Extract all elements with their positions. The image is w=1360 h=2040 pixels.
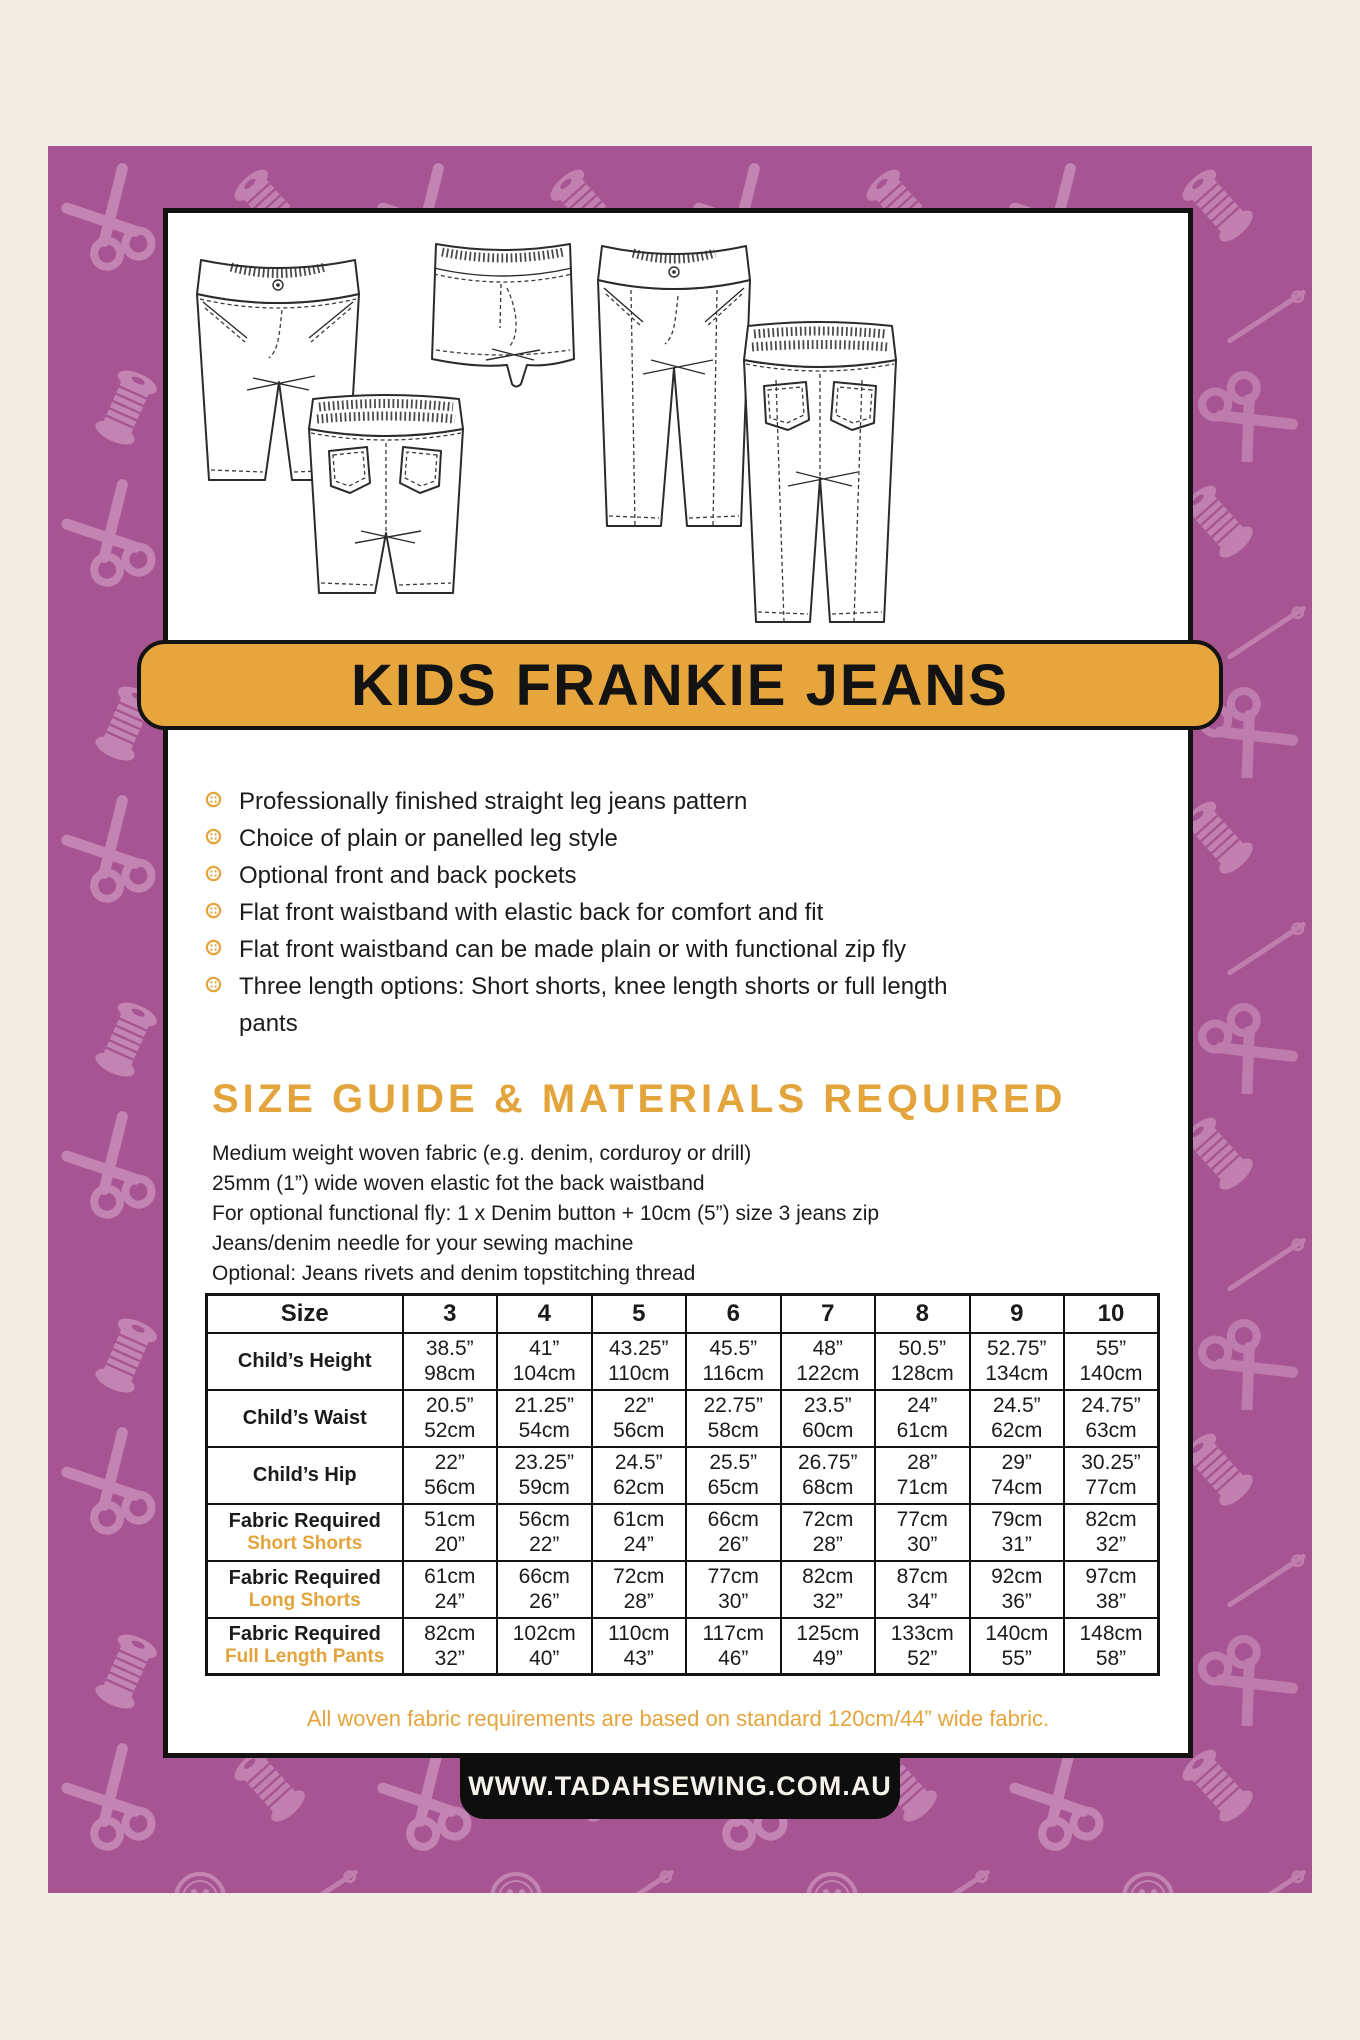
table-row-label: Fabric Required Short Shorts: [207, 1504, 403, 1561]
feature-item: [205, 968, 1005, 1042]
size-guide-heading: SIZE GUIDE & MATERIALS REQUIRED: [212, 1077, 1067, 1121]
technical-drawings: [168, 213, 1188, 643]
feature-text: Flat front waistband can be made plain or with functional zip fly: [239, 936, 907, 963]
feature-item: [205, 857, 1005, 894]
knee-shorts-back-drawing: [309, 395, 463, 593]
short-shorts-front-drawing: [432, 244, 574, 387]
table-cell: 48” 122cm: [781, 1333, 876, 1390]
table-cell: 61cm 24”: [403, 1561, 498, 1618]
table-header-cell: 7: [781, 1295, 876, 1333]
table-cell: 25.5” 65cm: [686, 1447, 781, 1504]
table-cell: 23.25” 59cm: [497, 1447, 592, 1504]
feature-text: Choice of plain or panelled leg style: [239, 825, 618, 852]
table-row: [207, 1618, 1159, 1675]
table-row: [207, 1390, 1159, 1447]
button-bullet-icon: [205, 968, 239, 993]
fabric-note: All woven fabric requirements are based on standard 120cm/44” wide fabric.: [306, 1706, 1050, 1731]
table-cell: 56cm 22”: [497, 1504, 592, 1561]
table-cell: 140cm 55”: [970, 1618, 1065, 1675]
feature-list: [205, 783, 1005, 1042]
materials-list: [212, 1139, 1172, 1289]
table-header-cell: 6: [686, 1295, 781, 1333]
table-cell: 30.25” 77cm: [1064, 1447, 1159, 1504]
materials-line: Optional: Jeans rivets and denim topstitching thread: [212, 1262, 696, 1285]
site-url-banner[interactable]: [460, 1753, 900, 1819]
table-cell: 21.25” 54cm: [497, 1390, 592, 1447]
table-cell: 29” 74cm: [970, 1447, 1065, 1504]
table-cell: 72cm 28”: [592, 1561, 687, 1618]
table-header-cell: Size: [207, 1295, 403, 1333]
table-cell: 87cm 34”: [875, 1561, 970, 1618]
table-cell: 110cm 43”: [592, 1618, 687, 1675]
button-bullet-icon: [205, 783, 239, 808]
table-cell: 43.25” 110cm: [592, 1333, 687, 1390]
table-cell: 22” 56cm: [403, 1447, 498, 1504]
table-cell: 66cm 26”: [497, 1561, 592, 1618]
table-header-cell: 4: [497, 1295, 592, 1333]
table-header-cell: 8: [875, 1295, 970, 1333]
pants-back-drawing: [744, 322, 896, 622]
table-cell: 26.75” 68cm: [781, 1447, 876, 1504]
size-table: [205, 1293, 1160, 1676]
table-cell: 24.5” 62cm: [970, 1390, 1065, 1447]
table-cell: 22” 56cm: [592, 1390, 687, 1447]
table-row: [207, 1504, 1159, 1561]
table-cell: 77cm 30”: [686, 1561, 781, 1618]
feature-item: [205, 820, 1005, 857]
pants-front-drawing: [598, 246, 750, 526]
table-row: [207, 1447, 1159, 1504]
table-cell: 41” 104cm: [497, 1333, 592, 1390]
table-row: [207, 1333, 1159, 1390]
table-cell: 72cm 28”: [781, 1504, 876, 1561]
table-cell: 66cm 26”: [686, 1504, 781, 1561]
table-row-label: Child’s Waist: [207, 1390, 403, 1447]
content-card: [163, 208, 1193, 1758]
table-cell: 92cm 36”: [970, 1561, 1065, 1618]
table-cell: 45.5” 116cm: [686, 1333, 781, 1390]
table-header-cell: 10: [1064, 1295, 1159, 1333]
table-header-cell: 5: [592, 1295, 687, 1333]
table-cell: 24.75” 63cm: [1064, 1390, 1159, 1447]
table-cell: 125cm 49”: [781, 1618, 876, 1675]
feature-text: Professionally finished straight leg jeans pattern: [239, 788, 748, 815]
table-cell: 148cm 58”: [1064, 1618, 1159, 1675]
button-bullet-icon: [205, 931, 239, 956]
table-row: [207, 1561, 1159, 1618]
table-cell: 55” 140cm: [1064, 1333, 1159, 1390]
feature-text: Three length options: Short shorts, knee length shorts or full length pants: [239, 973, 948, 1037]
table-cell: 82cm 32”: [781, 1561, 876, 1618]
table-cell: 24.5” 62cm: [592, 1447, 687, 1504]
button-bullet-icon: [205, 820, 239, 845]
table-cell: 102cm 40”: [497, 1618, 592, 1675]
page-title: KIDS FRANKIE JEANS: [351, 652, 1009, 718]
materials-line: For optional functional fly: 1 x Denim button + 10cm (5”) size 3 jeans zip: [212, 1202, 880, 1225]
table-cell: 51cm 20”: [403, 1504, 498, 1561]
table-cell: 22.75” 58cm: [686, 1390, 781, 1447]
table-cell: 133cm 52”: [875, 1618, 970, 1675]
table-header-cell: 3: [403, 1295, 498, 1333]
table-cell: 28” 71cm: [875, 1447, 970, 1504]
table-cell: 79cm 31”: [970, 1504, 1065, 1561]
table-cell: 82cm 32”: [403, 1618, 498, 1675]
table-cell: 61cm 24”: [592, 1504, 687, 1561]
button-bullet-icon: [205, 894, 239, 919]
table-cell: 38.5” 98cm: [403, 1333, 498, 1390]
table-cell: 24” 61cm: [875, 1390, 970, 1447]
table-row-label: Fabric Required Long Shorts: [207, 1561, 403, 1618]
feature-item: [205, 894, 1005, 931]
materials-line: Medium weight woven fabric (e.g. denim, corduroy or drill): [212, 1142, 752, 1165]
table-header-row: [207, 1295, 1159, 1333]
materials-line: Jeans/denim needle for your sewing machine: [212, 1232, 634, 1255]
table-cell: 77cm 30”: [875, 1504, 970, 1561]
table-cell: 23.5” 60cm: [781, 1390, 876, 1447]
feature-text: Flat front waistband with elastic back for comfort and fit: [239, 899, 824, 926]
feature-item: [205, 931, 1005, 968]
table-row-label: Child’s Height: [207, 1333, 403, 1390]
feature-text: Optional front and back pockets: [239, 862, 577, 889]
feature-item: [205, 783, 1005, 820]
table-row-label: Child’s Hip: [207, 1447, 403, 1504]
table-cell: 20.5” 52cm: [403, 1390, 498, 1447]
table-cell: 52.75” 134cm: [970, 1333, 1065, 1390]
title-banner: [137, 640, 1223, 730]
table-cell: 97cm 38”: [1064, 1561, 1159, 1618]
site-url[interactable]: WWW.TADAHSEWING.COM.AU: [468, 1770, 892, 1801]
button-bullet-icon: [205, 857, 239, 882]
materials-line: 25mm (1”) wide woven elastic fot the back waistband: [212, 1172, 705, 1195]
table-cell: 50.5” 128cm: [875, 1333, 970, 1390]
table-cell: 117cm 46”: [686, 1618, 781, 1675]
table-cell: 82cm 32”: [1064, 1504, 1159, 1561]
table-header-cell: 9: [970, 1295, 1065, 1333]
table-row-label: Fabric Required Full Length Pants: [207, 1618, 403, 1675]
